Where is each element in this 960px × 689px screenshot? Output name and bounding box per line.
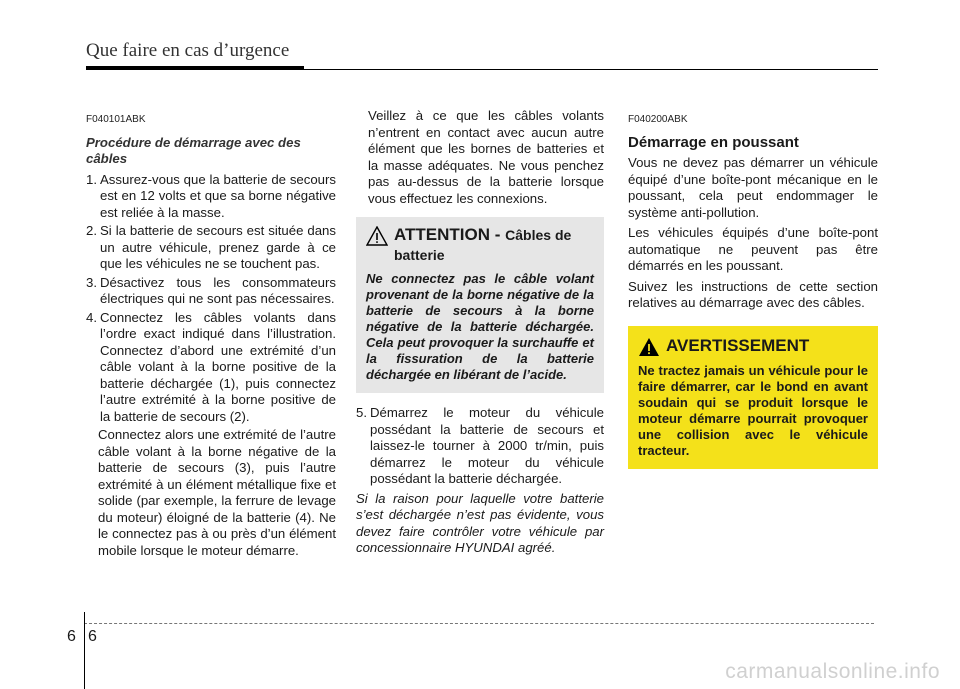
paragraph: Vous ne devez pas démarrer un véhicule équipé d’une boîte-pont mécanique en le poussant, cela peut endommager le système anti-pollution. xyxy=(628,155,878,220)
list-item xyxy=(356,405,604,488)
warning-body: Ne tractez jamais un véhicule pour le faire démarrer, car le bond en avant soudain qui se produit lorsque le moteur démarre pourrait provoquer une collision avec le véhicule tracteur. xyxy=(638,362,868,458)
column-1 xyxy=(86,112,336,561)
attention-body: Ne connectez pas le câble volant provenant de la borne négative de la batterie de secours à la borne négative de la batterie déchargée. Cela peut provoquer la surchauffe et la fissuration de la batterie déchargée en libérant de l’acide. xyxy=(366,271,594,382)
attention-subject: Câbles de batterie xyxy=(394,227,572,263)
warning-title: AVERTISSEMENT xyxy=(666,335,810,355)
step-continuation: Connectez alors une extrémité de l’autre câble volant à la borne négative de la batterie de secours (3), puis l’autre extrémité à un élément métallique fixe et solide (par exemple, la ferrure de levage du moteur) éloigné de la batterie (4). Ne le connectez pas à ou près d’un élément mobile lorsque le moteur démarre. xyxy=(98,427,336,558)
header-rule xyxy=(86,69,878,70)
italic-note: Si la raison pour laquelle votre batterie s’est déchargée n’est pas évidente, vous devez faire contrôler votre véhicule par concessionnaire HYUNDAI agréé. xyxy=(356,490,604,555)
steps-list-continued xyxy=(356,405,604,488)
caution-triangle-icon xyxy=(366,226,388,246)
attention-header xyxy=(366,225,594,265)
paragraph: Les véhicules équipés d’une boîte-pont automatique ne peuvent pas être démarrés en les poussant. xyxy=(628,225,878,273)
watermark: carmanualsonline.info xyxy=(725,660,940,683)
step-number: 3. xyxy=(86,274,97,290)
section-subtitle: Procédure de démarrage avec des câbles xyxy=(86,134,301,166)
page-number: 6 xyxy=(88,628,97,645)
step-text: Démarrez le moteur du véhicule possédant la batterie de secours et laissez-le tourner à 2000 tr/min, puis démarrez le moteur du véhicule possédant la batterie déchargée. xyxy=(370,405,604,486)
chapter-number: 6 xyxy=(67,628,76,645)
warning-header xyxy=(638,336,868,357)
step-text: Si la batterie de secours est située dans un autre véhicule, prenez garde à ce que les véhicules ne se touchent pas. xyxy=(100,223,336,271)
warning-triangle-icon xyxy=(638,337,660,357)
list-item xyxy=(86,172,336,222)
attention-title xyxy=(394,225,594,265)
step-number: 4. xyxy=(86,309,97,325)
footer-divider xyxy=(84,612,85,689)
step-text: Désactivez tous les consommateurs électriques qui ne sont pas nécessaires. xyxy=(100,274,336,306)
column-2 xyxy=(356,108,604,557)
section-title: Démarrage en poussant xyxy=(628,133,799,151)
step-number: 5. xyxy=(356,405,367,420)
paragraph: Suivez les instructions de cette section relatives au démarrage avec des câbles. xyxy=(628,278,878,310)
column-3 xyxy=(628,112,878,469)
warning-box xyxy=(628,326,878,469)
step-number: 1. xyxy=(86,171,97,187)
list-item xyxy=(86,310,336,426)
step-text: Assurez-vous que la batterie de secours est en 12 volts et que sa borne négative est reliée à la masse. xyxy=(100,171,336,220)
section-code: F040200ABK xyxy=(628,114,688,125)
steps-list xyxy=(86,172,336,426)
section-code: F040101ABK xyxy=(86,114,146,125)
page-header-title: Que faire en cas d’urgence xyxy=(86,40,290,61)
attention-box xyxy=(356,217,604,393)
list-item xyxy=(86,223,336,273)
step-number: 2. xyxy=(86,223,97,238)
step-text: Connectez les câbles volants dans l’ordre exact indiqué dans l’illustration. Connectez d’abord une extrémité d’un câble volant à la borne positive de la batterie déchargée (1), puis connectez l’autre extrémité à la borne positive de la batterie de secours (2). xyxy=(100,309,336,424)
footer-dotted-rule xyxy=(84,623,874,624)
attention-label: ATTENTION - xyxy=(394,225,501,244)
cable-contact-paragraph: Veillez à ce que les câbles volants n’entrent en contact avec aucun autre élément que les bornes de batteries et la masse adéquates. Ne vous penchez pas au-dessus de la batterie lorsque vous effectuez les connexions. xyxy=(368,108,604,206)
list-item xyxy=(86,275,336,308)
